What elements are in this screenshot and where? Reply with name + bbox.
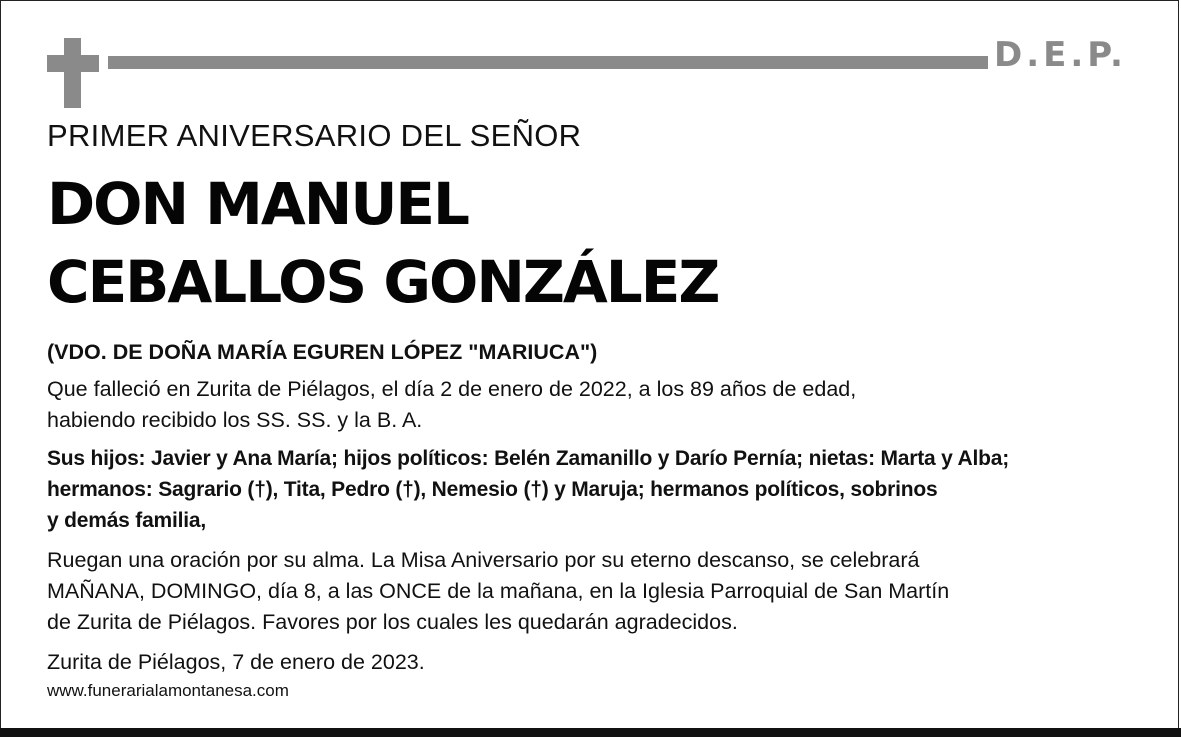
widower-of: (VDO. DE DOÑA MARÍA EGUREN LÓPEZ "MARIUCA") [47,340,598,364]
family-line: y demás familia, [47,509,207,532]
mass-request [47,545,949,638]
mass-request-line: MAÑANA, DOMINGO, día 8, a las ONCE de la mañana, en la Iglesia Parroquial de San Martín [47,579,950,603]
death-info-line: Que falleció en Zurita de Piélagos, el día 2 de enero de 2022, a los 89 años de edad, [47,377,857,401]
header-rule [108,56,988,69]
notice-subtitle: PRIMER ANIVERSARIO DEL SEÑOR [47,118,582,153]
cross-icon [47,38,99,108]
mass-request-line: de Zurita de Piélagos. Favores por los cuales les quedarán agradecidos. [47,610,738,634]
family-line: Sus hijos: Javier y Ana María; hijos políticos: Belén Zamanillo y Darío Pernía; nietas: Marta y Alba; [47,447,1010,470]
family-list [47,443,1009,536]
place-date: Zurita de Piélagos, 7 de enero de 2023. [47,650,425,674]
bottom-rule [0,728,1181,737]
deceased-name-line2: CEBALLOS GONZÁLEZ [47,248,719,316]
funeral-home-website: www.funerarialamontanesa.com [47,681,289,700]
death-info-line: habiendo recibido los SS. SS. y la B. A. [47,408,423,432]
deceased-name-line1: DON MANUEL [47,170,469,238]
dep-label: D.E.P. [994,35,1127,75]
death-info [47,374,856,436]
mass-request-line: Ruegan una oración por su alma. La Misa Aniversario por su eterno descanso, se celebrará [47,548,920,572]
family-line: hermanos: Sagrario (†), Tita, Pedro (†), Nemesio (†) y Maruja; hermanos políticos, sobrinos [47,478,938,501]
